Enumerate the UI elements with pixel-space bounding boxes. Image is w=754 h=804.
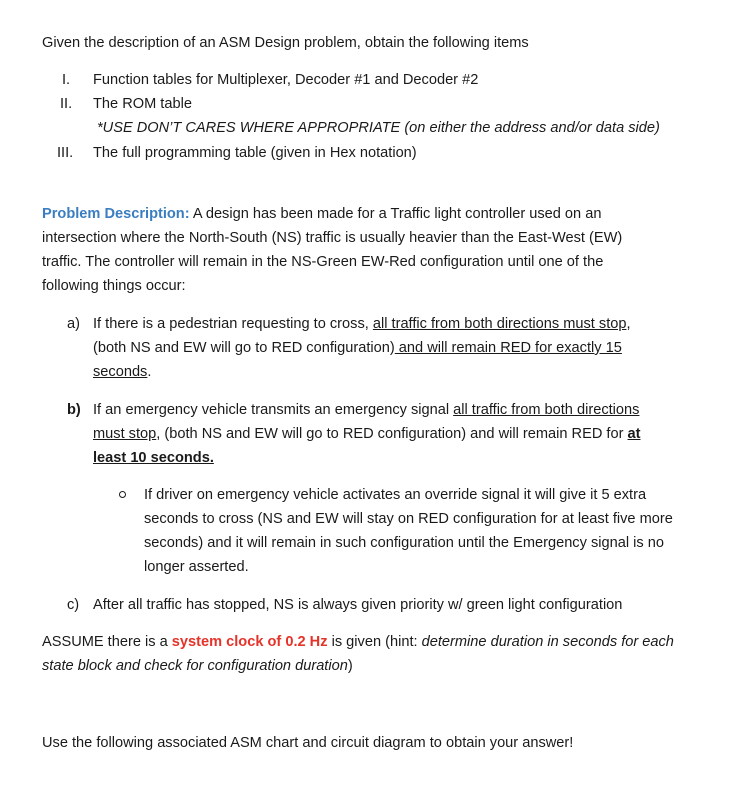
sub-item-line-3: seconds) and it will remain in such configuration until the Emergency signal is no	[144, 535, 664, 551]
problem-line-4: following things occur:	[42, 278, 186, 294]
assume-line-2: state block and check for configuration duration)	[42, 658, 353, 674]
list-marker-b: b)	[67, 402, 81, 418]
assume-line-1: ASSUME there is a system clock of 0.2 Hz is given (hint: determine duration in seconds for each	[42, 634, 674, 650]
sub-item-line-1: If driver on emergency vehicle activates an override signal it will give it 5 extra	[144, 487, 647, 503]
clock-highlight: system clock of 0.2 Hz	[171, 634, 328, 650]
footer-instruction: Use the following associated ASM chart and circuit diagram to obtain your answer!	[42, 735, 574, 751]
item-a-line-1: If there is a pedestrian requesting to cross, all traffic from both directions must stop,	[93, 316, 631, 332]
item-b-line-2: must stop, (both NS and EW will go to RED configuration) and will remain RED for at	[93, 426, 641, 442]
item-text: Function tables for Multiplexer, Decoder #1 and Decoder #2	[93, 72, 479, 88]
problem-line-2: intersection where the North-South (NS) traffic is usually heavier than the East-West (EW)	[42, 230, 623, 246]
dont-cares-note: *USE DON’T CARES WHERE APPROPRIATE (on either the address and/or data side)	[97, 120, 660, 136]
intro-text: Given the description of an ASM Design problem, obtain the following items	[42, 35, 529, 51]
problem-line-3: traffic. The controller will remain in the NS-Green EW-Red configuration until one of the	[42, 254, 604, 270]
item-a-line-2: (both NS and EW will go to RED configuration) and will remain RED for exactly 15	[93, 340, 622, 356]
bullet-icon	[119, 491, 126, 498]
item-b-line-1: If an emergency vehicle transmits an emergency signal all traffic from both directions	[93, 402, 640, 418]
item-b-line-3: least 10 seconds.	[93, 450, 214, 466]
item-number: III.	[57, 145, 74, 161]
item-number: I.	[62, 72, 71, 88]
item-c-text: After all traffic has stopped, NS is always given priority w/ green light configuration	[93, 597, 623, 613]
list-marker-a: a)	[67, 316, 80, 332]
list-marker-c: c)	[67, 597, 80, 613]
sub-item-line-4: longer asserted.	[144, 559, 249, 575]
sub-item-line-2: seconds to cross (NS and EW will stay on RED configuration for at least five more	[144, 511, 673, 527]
item-text: The full programming table (given in Hex notation)	[93, 145, 417, 161]
item-text: The ROM table	[93, 96, 192, 112]
problem-line-1: Problem Description: A design has been made for a Traffic light controller used on an	[42, 206, 602, 222]
problem-label: Problem Description:	[42, 206, 190, 222]
item-a-line-3: seconds.	[93, 364, 152, 380]
item-number: II.	[60, 96, 73, 112]
